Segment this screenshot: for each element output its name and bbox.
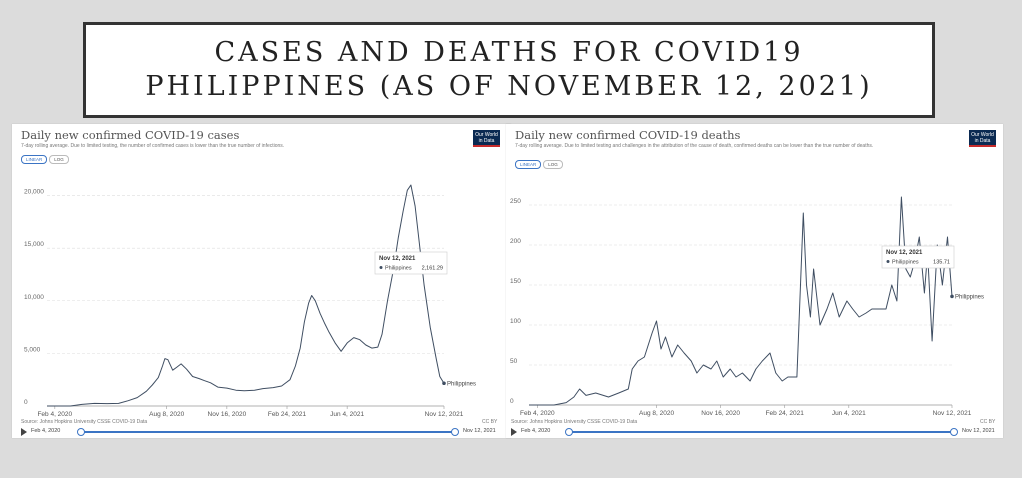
y-tick-label: 50: [510, 358, 518, 365]
y-tick-label: 200: [510, 238, 521, 245]
page-title-line-2: PHILIPPINES (AS OF NOVEMBER 12, 2021): [145, 71, 873, 102]
tooltip-value: 2,161.29: [421, 265, 443, 272]
series-end-point: [442, 381, 446, 385]
x-tick-label: Nov 16, 2020: [701, 410, 740, 417]
timeline-track[interactable]: [81, 431, 453, 433]
linear-scale-button[interactable]: LINEAR: [21, 155, 47, 164]
y-tick-label: 5,000: [24, 346, 41, 354]
owid-logo-line-1: Our World: [971, 131, 994, 138]
y-tick-label: 0: [510, 398, 514, 405]
timeline-slider: [21, 427, 503, 437]
tooltip-series-label: Philippines: [892, 259, 919, 266]
chart-title: Daily new confirmed COVID-19 cases: [21, 128, 240, 142]
timeline-end-label: Nov 12, 2021: [962, 428, 995, 434]
tooltip-date: Nov 12, 2021: [886, 250, 923, 256]
timeline-end-handle[interactable]: [950, 428, 958, 436]
cases-line-chart[interactable]: [12, 124, 511, 424]
timeline-start-handle[interactable]: [565, 428, 573, 436]
deaths-chart-panel: [506, 124, 1003, 438]
timeline-end-handle[interactable]: [451, 428, 459, 436]
log-scale-button[interactable]: LOG: [543, 160, 563, 169]
x-tick-label: Jun 4, 2021: [330, 411, 365, 418]
timeline-start-handle[interactable]: [77, 428, 85, 436]
tooltip-series-label: Philippines: [385, 265, 412, 272]
chart-title: Daily new confirmed COVID-19 deaths: [515, 128, 741, 142]
series-end-label: Philippines: [955, 294, 985, 301]
tooltip: [375, 252, 447, 274]
tooltip: [882, 246, 954, 268]
y-tick-label: 100: [510, 318, 521, 325]
timeline-slider: [511, 427, 999, 437]
y-tick-label: 20,000: [24, 188, 44, 196]
owid-logo-line-1: Our World: [475, 131, 498, 138]
series-line-philippines: [529, 197, 952, 405]
owid-logo-line-2: in Data: [974, 137, 991, 144]
y-tick-label: 10,000: [24, 293, 44, 301]
timeline-end-label: Nov 12, 2021: [463, 428, 496, 434]
deaths-line-chart[interactable]: [506, 124, 1003, 424]
page-title-box: [83, 22, 935, 118]
chart-subtitle: 7-day rolling average. Due to limited testing, the number of confirmed cases is lower than the true number of infections.: [21, 143, 285, 149]
y-tick-label: 250: [510, 198, 521, 205]
y-tick-label: 15,000: [24, 241, 44, 249]
chart-source[interactable]: Source: Johns Hopkins University CSSE COVID-19 Data: [511, 419, 638, 425]
series-line-philippines: [47, 185, 444, 406]
series-end-point: [950, 295, 954, 299]
owid-logo-line-2: in Data: [478, 137, 495, 144]
timeline-start-label: Feb 4, 2020: [521, 428, 551, 434]
log-scale-button[interactable]: LOG: [49, 155, 69, 164]
tooltip-date: Nov 12, 2021: [379, 256, 416, 262]
x-tick-label: Nov 16, 2020: [207, 411, 247, 418]
x-tick-label: Aug 8, 2020: [639, 410, 675, 417]
play-icon[interactable]: [21, 428, 27, 436]
license-label[interactable]: CC BY: [482, 419, 498, 425]
x-tick-label: Feb 4, 2020: [37, 411, 73, 418]
timeline-track[interactable]: [569, 431, 951, 433]
y-tick-label: 0: [24, 399, 28, 406]
x-tick-label: Nov 12, 2021: [932, 410, 972, 417]
chart-source[interactable]: Source: Johns Hopkins University CSSE COVID-19 Data: [21, 419, 148, 425]
play-icon[interactable]: [511, 428, 517, 436]
tooltip-series-dot: [887, 260, 890, 263]
page-title-line-1: CASES AND DEATHS FOR COVID19: [214, 37, 804, 68]
x-tick-label: Aug 8, 2020: [149, 411, 185, 418]
linear-scale-button[interactable]: LINEAR: [515, 160, 541, 169]
license-label[interactable]: CC BY: [980, 419, 996, 425]
tooltip-value: 135.71: [933, 259, 950, 266]
tooltip-series-dot: [380, 266, 383, 269]
chart-subtitle: 7-day rolling average. Due to limited testing and challenges in the attribution of the cause of death, confirmed deaths can be lower than the true number of deaths.: [515, 143, 874, 149]
series-end-label: Philippines: [447, 381, 477, 388]
x-tick-label: Nov 12, 2021: [424, 411, 464, 418]
x-tick-label: Feb 4, 2020: [519, 410, 555, 417]
cases-chart-panel: [12, 124, 511, 438]
x-tick-label: Feb 24, 2021: [765, 410, 804, 417]
x-tick-label: Feb 24, 2021: [267, 411, 307, 418]
x-tick-label: Jun 4, 2021: [831, 410, 866, 417]
timeline-start-label: Feb 4, 2020: [31, 428, 61, 434]
y-tick-label: 150: [510, 278, 521, 285]
